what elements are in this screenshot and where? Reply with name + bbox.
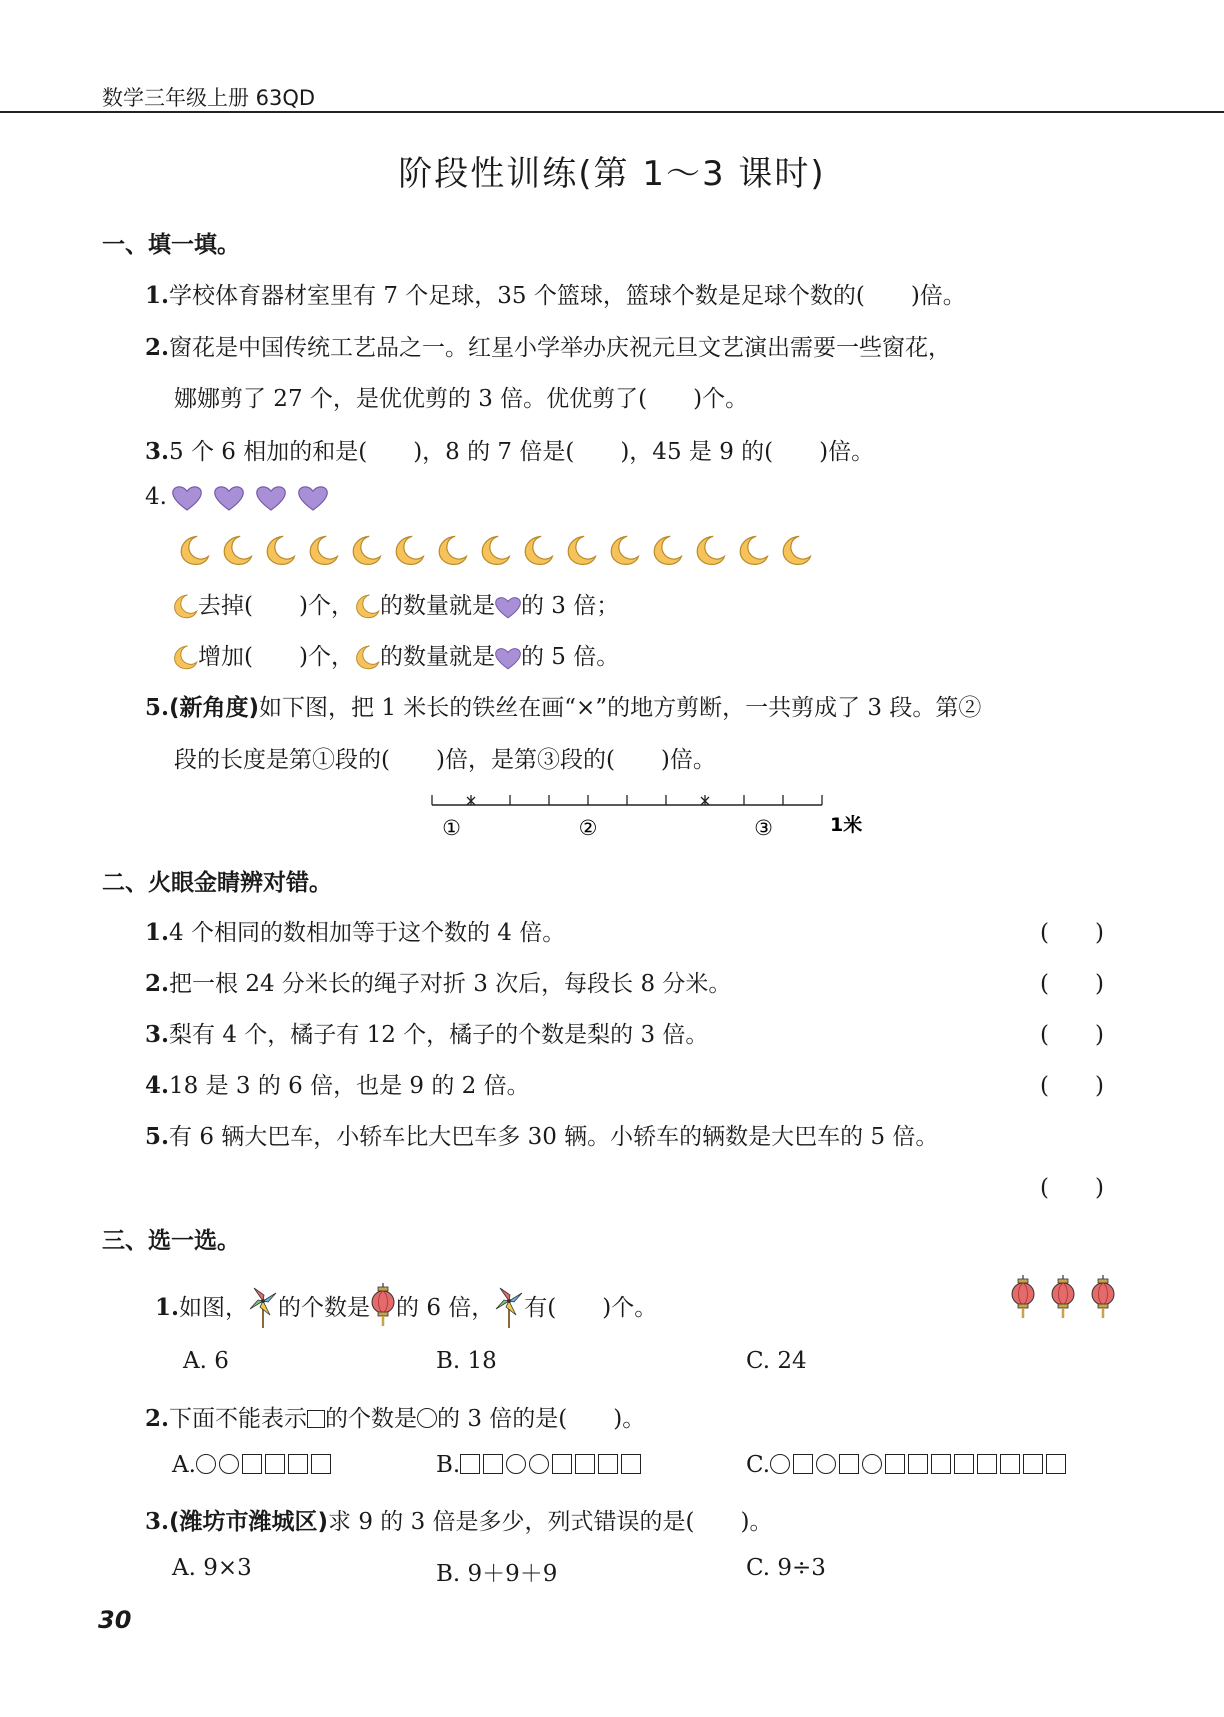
s3-q3-text: 求 9 的 3 倍是多少，列式错误的是( )。: [328, 1509, 773, 1535]
square-icon: [242, 1454, 262, 1474]
moon-icon: [264, 534, 296, 570]
section-2-heading: 二、火眼金睛辨对错。: [102, 870, 332, 896]
book-header: 数学三年级上册 63QD: [102, 86, 316, 110]
s1-q2-num: 2.: [145, 334, 170, 361]
s2-item-4: [145, 1067, 530, 1100]
s2-item-4-num: 4.: [145, 1072, 170, 1099]
square-icon: [1000, 1454, 1020, 1474]
lantern-icon: [1090, 1275, 1116, 1323]
lantern-icon: [1010, 1275, 1036, 1323]
heart-icon: [495, 648, 521, 676]
moon-icon: [651, 534, 683, 570]
section-1-heading: 一、填一填。: [102, 232, 240, 258]
square-icon: [460, 1454, 480, 1474]
moon-icon: [354, 593, 380, 625]
square-icon: [311, 1454, 331, 1474]
section-3-heading: 三、选一选。: [102, 1228, 240, 1254]
s2-item-5-text: 有 6 辆大巴车，小轿车比大巴车多 30 辆。小轿车的辆数是大巴车的 5 倍。: [169, 1124, 939, 1150]
s3-q3-tag: (潍坊市潍城区): [169, 1509, 329, 1535]
lantern-icon: [370, 1283, 396, 1333]
s3-q1-option-a[interactable]: A. 6: [183, 1348, 229, 1374]
s1-q3: [145, 433, 874, 466]
segment-label: ①: [442, 816, 461, 840]
circle-icon: [417, 1408, 437, 1428]
square-icon: [954, 1454, 974, 1474]
s3-q1-option-b[interactable]: B. 18: [436, 1348, 497, 1374]
s2-item-3-answer[interactable]: ( ): [1040, 1022, 1104, 1048]
segment-label: ②: [578, 816, 598, 840]
header-rule: [0, 111, 1224, 113]
s3-q2: [145, 1400, 645, 1433]
s3-q1-b: 的个数是: [278, 1295, 371, 1321]
s3-q2-option-b[interactable]: [436, 1452, 644, 1478]
s2-item-1-answer[interactable]: ( ): [1040, 920, 1104, 946]
s2-item-3-text: 梨有 4 个，橘子有 12 个，橘子的个数是梨的 3 倍。: [169, 1022, 709, 1048]
square-icon: [307, 1410, 325, 1428]
s3-q2-num: 2.: [145, 1405, 170, 1432]
moon-icon: [522, 534, 554, 570]
s1-q2-text1: 窗花是中国传统工艺品之一。红星小学举办庆祝元旦文艺演出需要一些窗花，: [169, 335, 952, 361]
square-icon: [908, 1454, 928, 1474]
s2-item-2-answer[interactable]: ( ): [1040, 971, 1104, 997]
s2-item-5: [145, 1118, 938, 1151]
s2-item-3: [145, 1016, 708, 1049]
circle-icon: [529, 1454, 549, 1474]
s3-q1-num: 1.: [155, 1294, 180, 1321]
square-icon: [1046, 1454, 1066, 1474]
unit-label: 1米: [830, 814, 863, 836]
s3-q2-option-c-shapes: [770, 1452, 1069, 1478]
s2-item-4-answer[interactable]: ( ): [1040, 1073, 1104, 1099]
moon-icon: [350, 534, 382, 570]
square-icon: [1023, 1454, 1043, 1474]
s1-q4-num: 4.: [145, 484, 167, 510]
s3-q3-option-b[interactable]: B. 9＋9＋9: [436, 1561, 558, 1587]
heart-icon: [495, 597, 521, 625]
lantern-icon: [1050, 1275, 1076, 1323]
lantern-row: [1010, 1275, 1130, 1325]
moon-icon: [694, 534, 726, 570]
s2-item-2-num: 2.: [145, 970, 170, 997]
s3-q1: [155, 1283, 657, 1335]
moon-icon: [436, 534, 468, 570]
s1-q5-num: 5.: [145, 694, 170, 721]
s3-q2-option-c[interactable]: [746, 1452, 1069, 1478]
moons-row: [178, 534, 823, 570]
s3-q1-a: 如图，: [179, 1295, 249, 1321]
moon-icon: [479, 534, 511, 570]
s2-item-2-text: 把一根 24 分米长的绳子对折 3 次后，每段长 8 分米。: [169, 971, 732, 997]
s3-q2-a: 下面不能表示: [169, 1406, 308, 1432]
circle-icon: [816, 1454, 836, 1474]
s3-q2-option-b-shapes: [460, 1452, 644, 1478]
square-icon: [265, 1454, 285, 1474]
heart-icon: [172, 486, 202, 516]
circle-icon: [862, 1454, 882, 1474]
square-icon: [885, 1454, 905, 1474]
moon-icon: [393, 534, 425, 570]
s3-q3-num: 3.: [145, 1508, 170, 1535]
s3-q2-option-c-label: C.: [746, 1452, 771, 1478]
s1-q2-line2: 娜娜剪了 27 个，是优优剪的 3 倍。优优剪了( )个。: [174, 386, 749, 412]
pinwheel-icon: [248, 1285, 278, 1335]
s3-q2-c: 的 3 倍的是( )。: [437, 1406, 646, 1432]
s2-item-2: [145, 965, 731, 998]
s1-q5-tag: (新角度): [169, 695, 260, 721]
segment-label: ③: [754, 816, 773, 840]
page-number: 30: [98, 1606, 132, 1634]
s3-q1-c: 的 6 倍，: [396, 1295, 495, 1321]
heart-icon: [256, 486, 286, 516]
s3-q2-option-b-label: B.: [436, 1452, 461, 1478]
s3-q3-option-c[interactable]: C. 9÷3: [746, 1555, 826, 1581]
moon-icon: [178, 534, 210, 570]
moon-icon: [221, 534, 253, 570]
s3-q2-option-a-shapes: [196, 1452, 334, 1478]
moon-icon: [780, 534, 812, 570]
moon-icon: [172, 593, 198, 625]
s2-item-5-answer[interactable]: ( ): [1040, 1175, 1104, 1201]
hearts-row: [172, 486, 340, 516]
s3-q2-b: 的个数是: [325, 1406, 418, 1432]
s2-item-3-num: 3.: [145, 1021, 170, 1048]
moon-icon: [565, 534, 597, 570]
circle-icon: [770, 1454, 790, 1474]
heart-icon: [298, 486, 328, 516]
s2-item-1-num: 1.: [145, 919, 170, 946]
square-icon: [793, 1454, 813, 1474]
s3-q2-option-a-label: A.: [172, 1452, 196, 1478]
s1-q4-l2c: 的 5 倍。: [520, 644, 620, 670]
square-icon: [839, 1454, 859, 1474]
page-title: 阶段性训练(第 1～3 课时): [398, 154, 826, 194]
s3-q1-option-c[interactable]: C. 24: [746, 1348, 807, 1374]
square-icon: [598, 1454, 618, 1474]
circle-icon: [506, 1454, 526, 1474]
s1-q4-l1b: 的数量就是: [379, 593, 495, 619]
s1-q5-text1: 如下图，把 1 米长的铁丝在画“×”的地方剪断，一共剪成了 3 段。第②: [259, 695, 982, 721]
s3-q1-d: 有( )个。: [524, 1295, 658, 1321]
s1-q5-line2: 段的长度是第①段的( )倍，是第③段的( )倍。: [174, 747, 716, 773]
s1-q3-num: 3.: [145, 438, 170, 465]
s1-q5-line1: [145, 689, 981, 722]
s2-item-1-text: 4 个相同的数相加等于这个数的 4 倍。: [169, 920, 566, 946]
s3-q3-option-a[interactable]: A. 9×3: [172, 1555, 252, 1581]
circle-icon: [196, 1454, 216, 1474]
square-icon: [552, 1454, 572, 1474]
s1-q2-line1: [145, 329, 951, 362]
s2-item-5-num: 5.: [145, 1123, 170, 1150]
s1-q1-num: 1.: [145, 282, 170, 309]
circle-icon: [219, 1454, 239, 1474]
square-icon: [575, 1454, 595, 1474]
s3-q2-option-a[interactable]: [172, 1452, 334, 1478]
s1-q4-line1: [172, 587, 619, 625]
s1-q4-l2b: 的数量就是: [379, 644, 495, 670]
wire-ruler-diagram: [420, 785, 880, 845]
square-icon: [483, 1454, 503, 1474]
s1-q4-l2a: 增加( )个，: [198, 644, 354, 670]
square-icon: [288, 1454, 308, 1474]
s2-item-1: [145, 914, 565, 947]
square-icon: [931, 1454, 951, 1474]
s1-q1: [145, 277, 966, 310]
square-icon: [621, 1454, 641, 1474]
moon-icon: [172, 644, 198, 676]
s1-q4-line2: [172, 638, 619, 676]
s1-q1-text: 学校体育器材室里有 7 个足球，35 个篮球，篮球个数是足球个数的( )倍。: [169, 283, 966, 309]
heart-icon: [214, 486, 244, 516]
pinwheel-icon: [494, 1285, 524, 1335]
moon-icon: [608, 534, 640, 570]
s1-q3-text: 5 个 6 相加的和是( )，8 的 7 倍是( )，45 是 9 的( )倍。: [169, 439, 875, 465]
s3-q3: [145, 1503, 773, 1536]
s2-item-4-text: 18 是 3 的 6 倍，也是 9 的 2 倍。: [169, 1073, 530, 1099]
moon-icon: [737, 534, 769, 570]
s1-q4-l1a: 去掉( )个，: [198, 593, 354, 619]
moon-icon: [307, 534, 339, 570]
square-icon: [977, 1454, 997, 1474]
moon-icon: [354, 644, 380, 676]
s1-q4-l1c: 的 3 倍；: [520, 593, 620, 619]
